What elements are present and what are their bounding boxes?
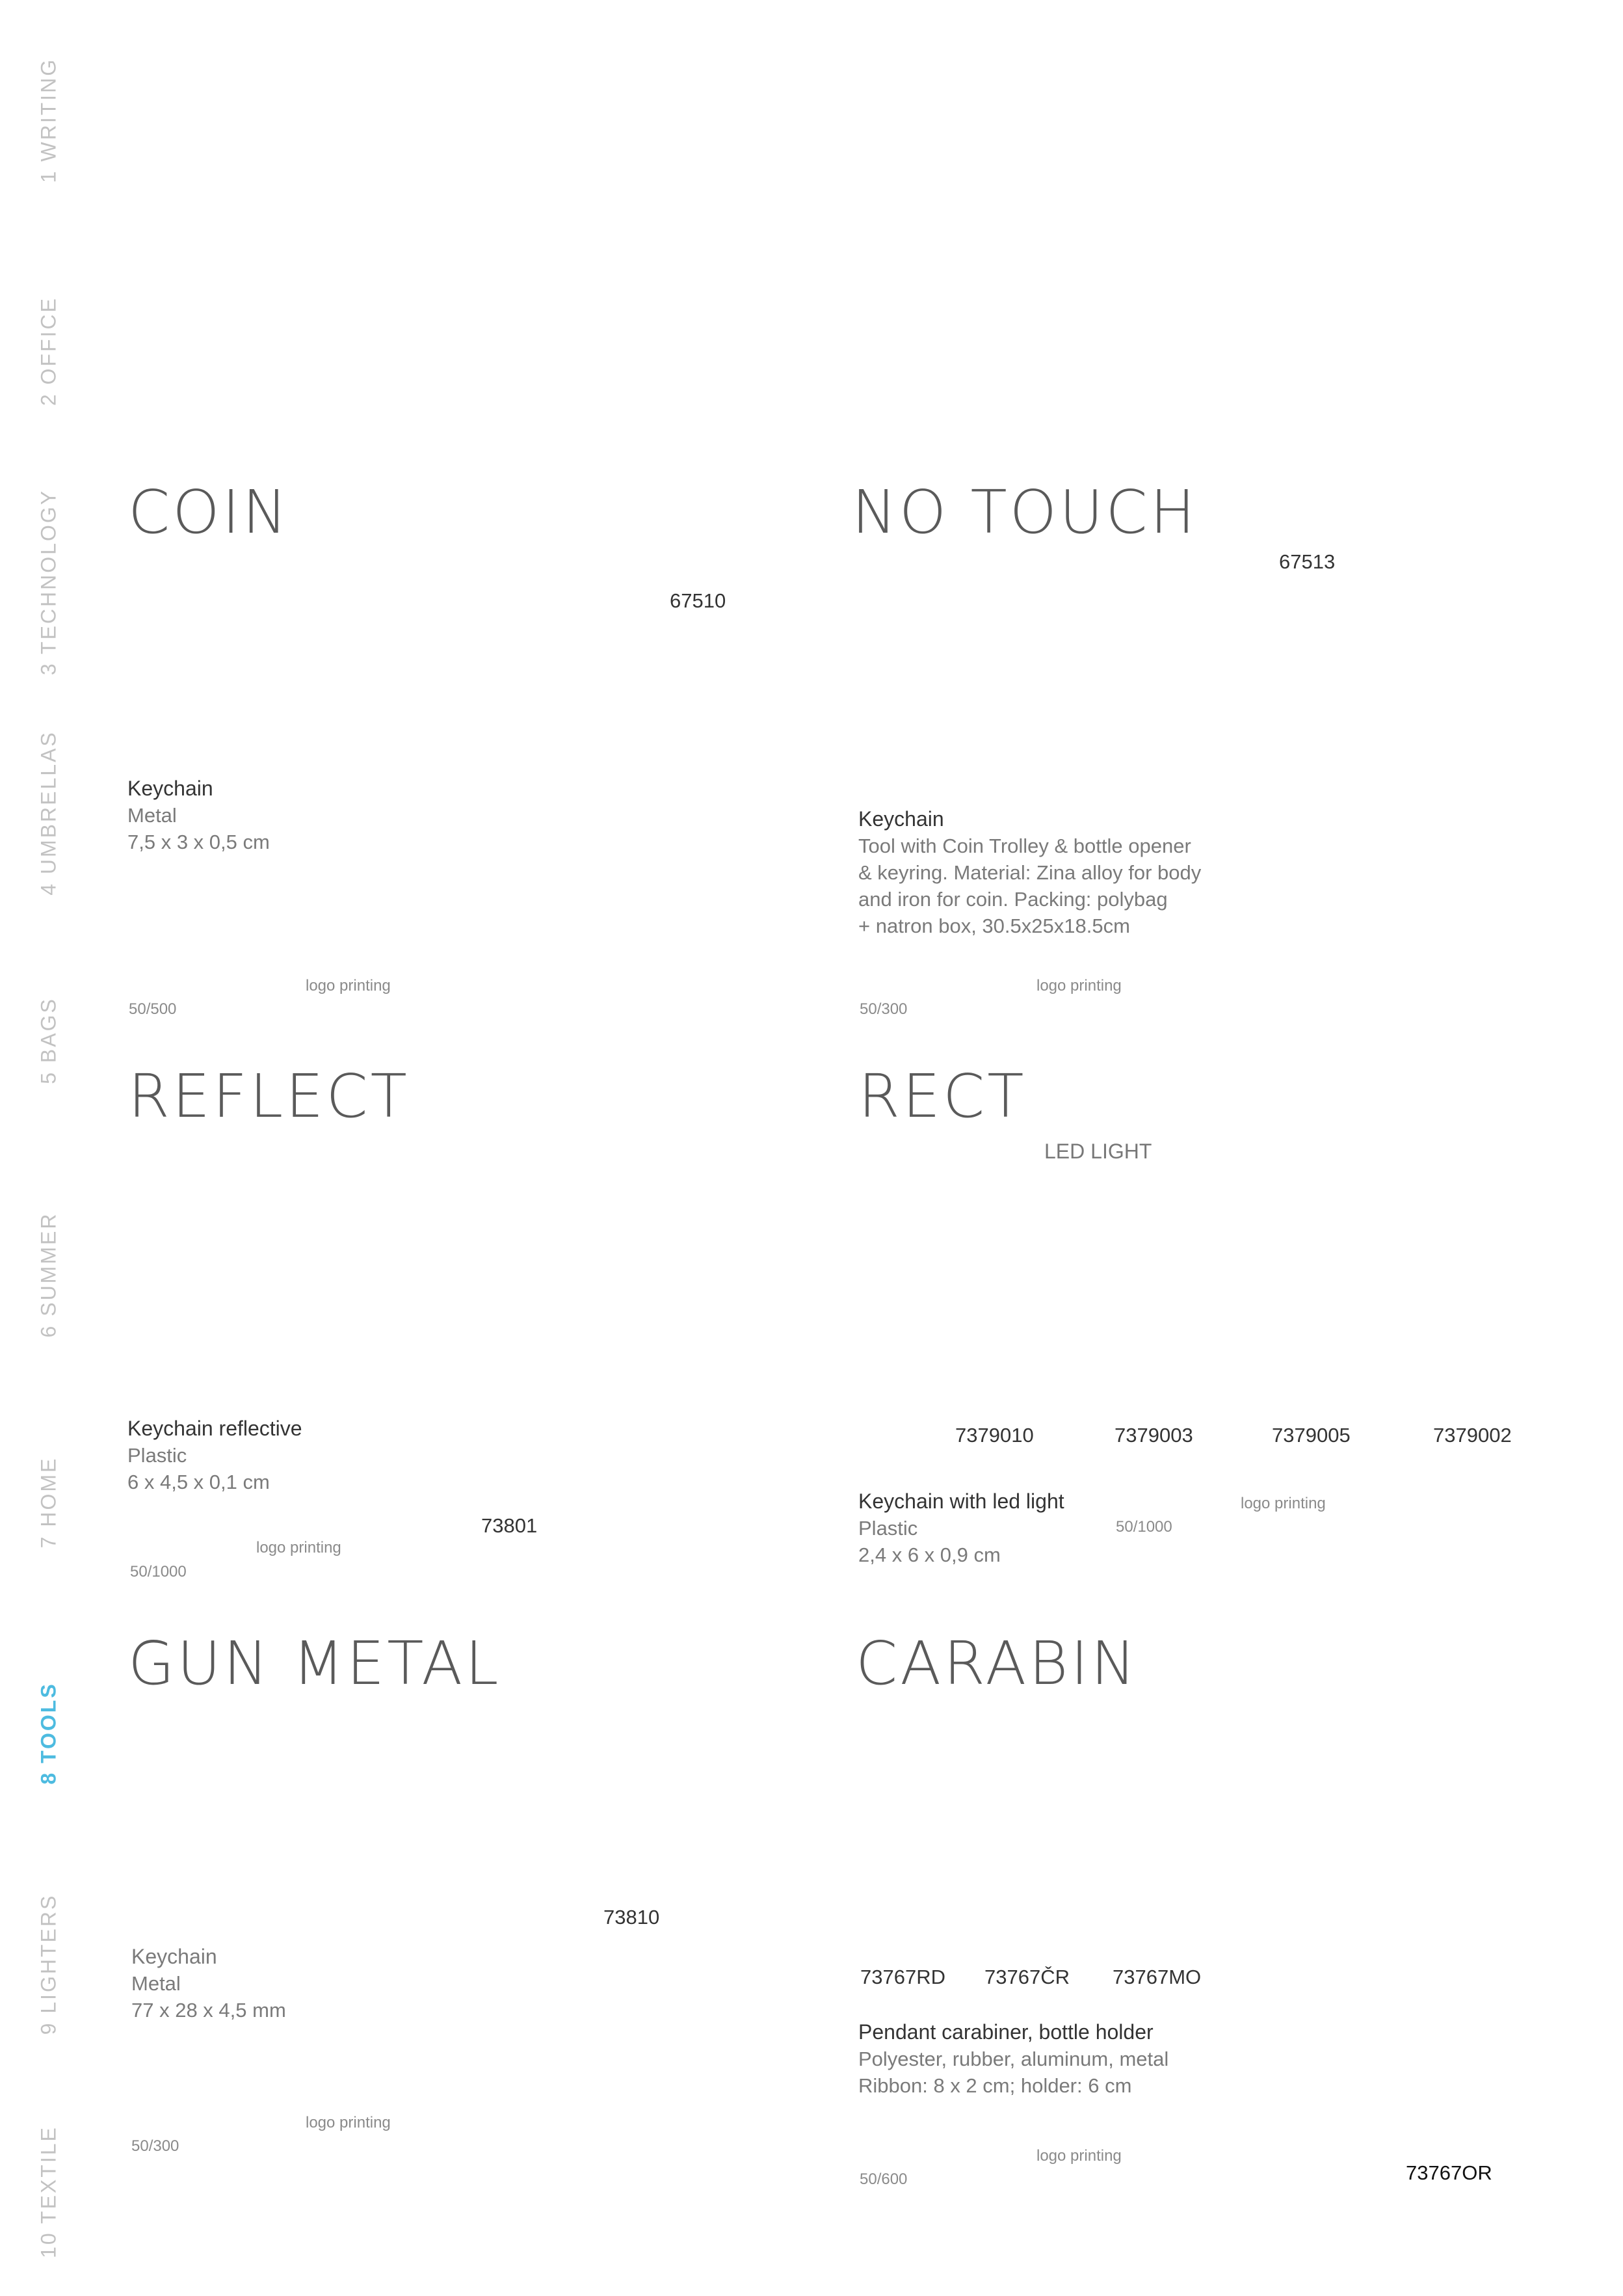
nav-item-tools[interactable]: 8 TOOLS <box>36 1682 60 1785</box>
product-name: Keychain <box>131 1945 217 1968</box>
nav-item-lighters[interactable]: 9 LIGHTERS <box>36 1893 60 2035</box>
product-detail: and iron for coin. Packing: polybag <box>858 888 1168 911</box>
product-description <box>858 2019 1168 2099</box>
product-code: 73767MO <box>1113 1966 1202 1988</box>
product-title: NO TOUCH <box>852 477 1198 547</box>
product-detail: 6 x 4,5 x 0,1 cm <box>127 1471 270 1493</box>
product-description <box>858 806 1201 939</box>
logo-printing-label: logo printing <box>1036 977 1122 994</box>
product-code: 7379010 <box>955 1424 1034 1447</box>
product-name: Pendant carabiner, bottle holder <box>858 2020 1154 2044</box>
product-detail: Ribbon: 8 x 2 cm; holder: 6 cm <box>858 2074 1132 2097</box>
nav-item-writing[interactable]: 1 WRITING <box>36 57 60 183</box>
logo-printing-label: logo printing <box>1241 1495 1326 1512</box>
quantity-label: 50/500 <box>129 1000 177 1018</box>
product-code: 73767RD <box>860 1966 945 1988</box>
nav-item-home[interactable]: 7 HOME <box>36 1456 60 1549</box>
logo-printing-label: logo printing <box>306 2114 391 2131</box>
product-name: Keychain <box>127 777 213 800</box>
product-detail: Metal <box>131 1972 181 1995</box>
product-name: Keychain reflective <box>127 1417 302 1440</box>
product-code: 7379003 <box>1115 1424 1193 1447</box>
product-code: 73810 <box>603 1906 660 1929</box>
product-code: 73767ČR <box>984 1966 1070 1988</box>
nav-item-summer[interactable]: 6 SUMMER <box>36 1212 60 1338</box>
product-subtitle: LED LIGHT <box>1044 1140 1152 1163</box>
product-title: RECT <box>858 1061 1027 1131</box>
product-code: 7379005 <box>1272 1424 1351 1447</box>
product-name: Keychain <box>858 807 944 831</box>
product-detail: Metal <box>127 804 177 827</box>
product-title: REFLECT <box>128 1061 410 1131</box>
product-title: CARABIN <box>856 1629 1139 1698</box>
product-detail: 7,5 x 3 x 0,5 cm <box>127 831 270 853</box>
nav-item-bags[interactable]: 5 BAGS <box>36 997 60 1084</box>
logo-printing-label: logo printing <box>306 977 391 994</box>
product-detail: 2,4 x 6 x 0,9 cm <box>858 1543 1001 1566</box>
product-detail: Plastic <box>127 1444 187 1467</box>
product-detail: + natron box, 30.5x25x18.5cm <box>858 914 1130 937</box>
product-detail: Tool with Coin Trolley & bottle opener <box>858 834 1191 857</box>
product-code: 67513 <box>1279 550 1336 573</box>
quantity-label: 50/1000 <box>130 1563 187 1581</box>
product-detail: Polyester, rubber, aluminum, metal <box>858 2048 1169 2070</box>
product-code: 67510 <box>670 589 726 612</box>
product-detail: & keyring. Material: Zina alloy for body <box>858 861 1202 884</box>
product-description <box>127 1415 302 1495</box>
product-code: 73801 <box>481 1514 538 1537</box>
nav-item-technology[interactable]: 3 TECHNOLOGY <box>36 488 60 676</box>
quantity-label: 50/300 <box>860 1000 908 1018</box>
nav-item-office[interactable]: 2 OFFICE <box>36 296 60 407</box>
product-code: 73767OR <box>1406 2161 1492 2184</box>
product-description <box>131 1943 286 2023</box>
logo-printing-label: logo printing <box>256 1539 341 1556</box>
product-description <box>127 775 270 855</box>
product-name: Keychain with led light <box>858 1489 1064 1513</box>
product-code: 7379002 <box>1433 1424 1512 1447</box>
product-detail: 77 x 28 x 4,5 mm <box>131 1999 286 2022</box>
quantity-label: 50/600 <box>860 2170 908 2188</box>
quantity-label: 50/1000 <box>1116 1518 1172 1536</box>
nav-item-umbrellas[interactable]: 4 UMBRELLAS <box>36 730 60 896</box>
product-description <box>858 1488 1064 1568</box>
nav-item-textile[interactable]: 10 TEXTILE <box>36 2126 60 2258</box>
product-title: GUN METAL <box>128 1629 501 1698</box>
product-title: COIN <box>128 477 290 547</box>
quantity-label: 50/300 <box>131 2137 179 2155</box>
logo-printing-label: logo printing <box>1036 2147 1122 2165</box>
product-detail: Plastic <box>858 1517 918 1540</box>
